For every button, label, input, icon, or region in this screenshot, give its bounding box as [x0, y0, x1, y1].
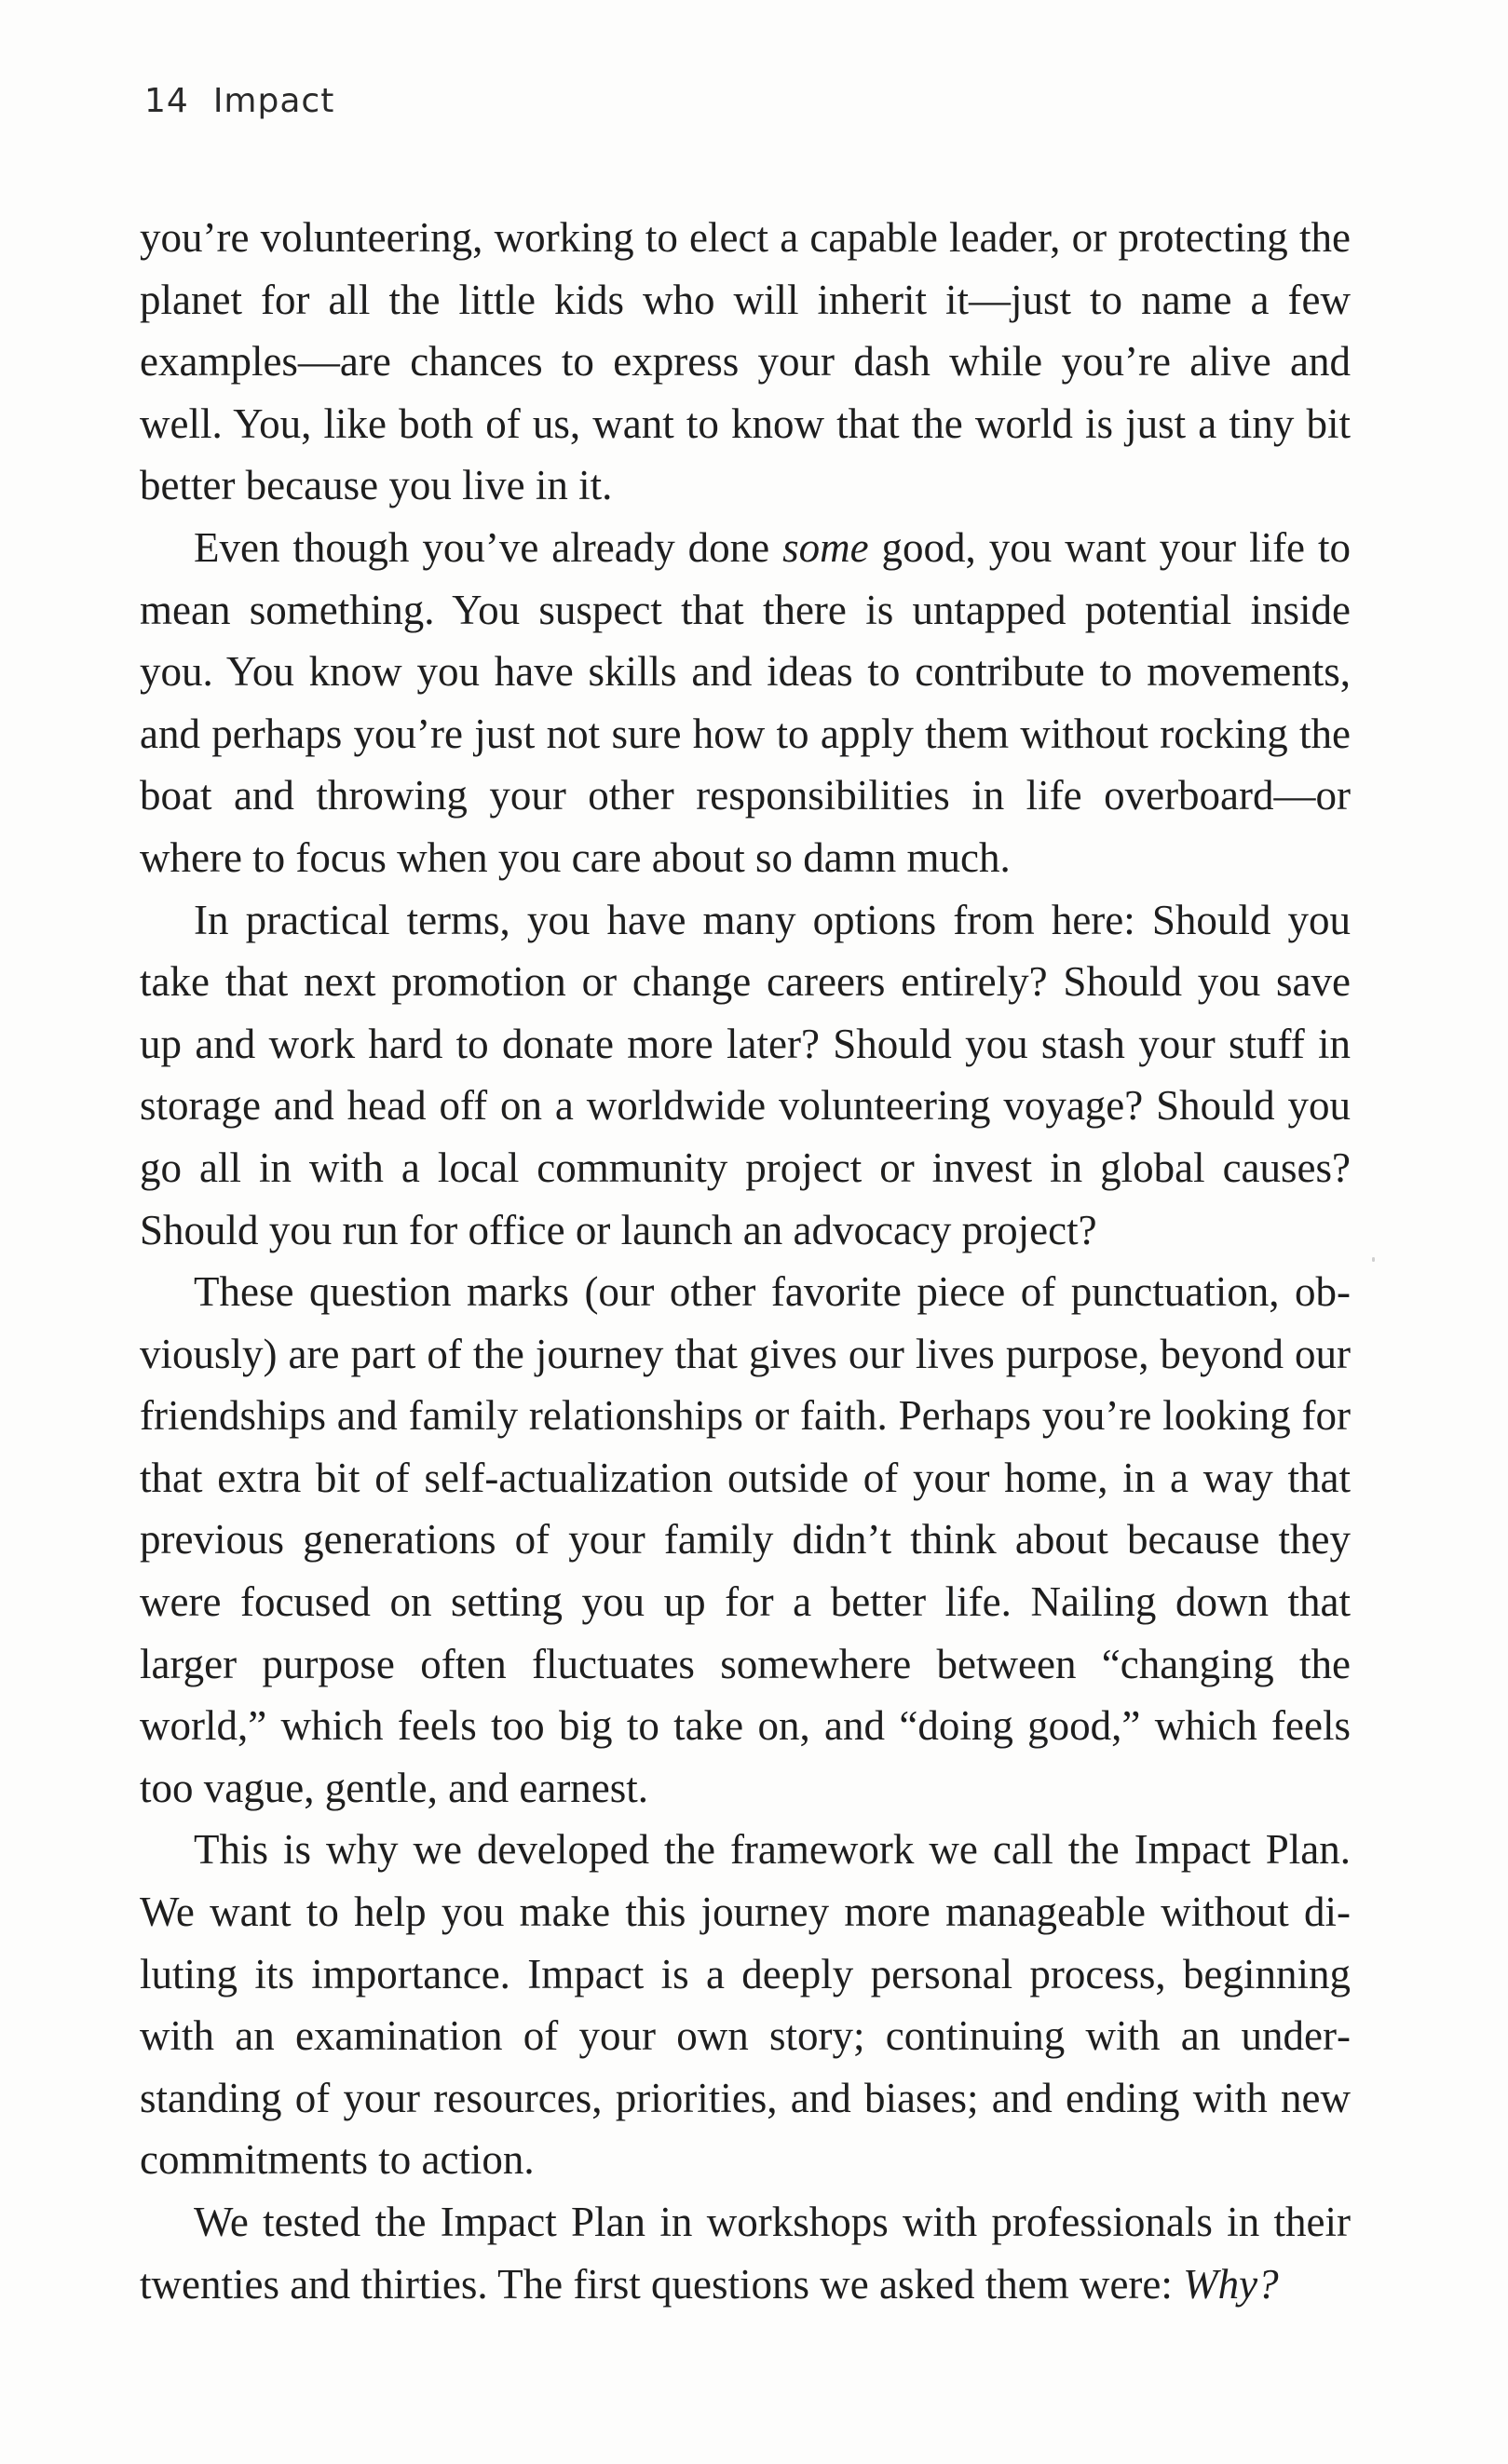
- paragraph-2: [140, 517, 1351, 889]
- italic-run: Why?: [1183, 2260, 1279, 2308]
- text-run: In practical terms, you have many options from here: Should you take that next promotion or change careers entirely? Should you save up and work hard to donate more later? Should you stash your stuff in storage and head off on a worldwide volunteering voyage? Should you go all in with a local community project or invest in global causes? Should you run for office or launch an advocacy project?: [140, 896, 1351, 1253]
- paragraph-4: [140, 1261, 1351, 1819]
- paragraph-3: [140, 889, 1351, 1262]
- page-number: 14: [144, 82, 189, 120]
- running-head: [144, 82, 334, 120]
- paragraph-5: [140, 1819, 1351, 2191]
- body-text: [140, 207, 1351, 2315]
- text-run: good, you want your life to mean something. You suspect that there is untapped potential inside you. You know you have skills and ideas to contribute to movements, and perhaps you’re just not sure how to apply them without rocking the boat and throwing your other responsibilities in life overboard—or where to focus when you care about so damn much.: [140, 523, 1351, 881]
- text-run: We tested the Impact Plan in workshops with professionals in their twenties and thirties. The first questions we asked them were:: [140, 2199, 1351, 2308]
- text-run: This is why we developed the framework we call the Impact Plan. We want to help you make this journey more manageable without diluting its importance. Impact is a deeply personal process, beginning with an examination of your own story; continuing with an understanding of your resources, priorities, and biases; and ending with new commitments to action.: [140, 1826, 1351, 2184]
- text-run: Even though you’ve already done: [194, 523, 783, 571]
- paragraph-1: [140, 207, 1351, 517]
- italic-run: some: [782, 523, 869, 571]
- running-title: Impact: [212, 82, 335, 120]
- text-run: you’re volunteering, working to elect a capable leader, or protecting the planet for all the little kids who will inherit it—just to name a few examples—are chances to express your dash while you’re alive and well. You, like both of us, want to know that the world is just a tiny bit better because you live in it.: [140, 214, 1351, 509]
- scan-speck: [1372, 1257, 1375, 1262]
- paragraph-6: [140, 2191, 1351, 2315]
- text-run: These question marks (our other favorite piece of punctuation, obviously) are part of the journey that gives our lives purpose, beyond our friendships and family relationships or faith. Perhaps you’re looking for that extra bit of self-actualization outside of your home, in a way that previous generations of your family didn’t think about because they were focused on setting you up for a better life. Nailing down that larger purpose often fluctuates somewhere between “changing the world,” which feels too big to take on, and “doing good,” which feels too vague, gentle, and earnest.: [140, 1268, 1351, 1811]
